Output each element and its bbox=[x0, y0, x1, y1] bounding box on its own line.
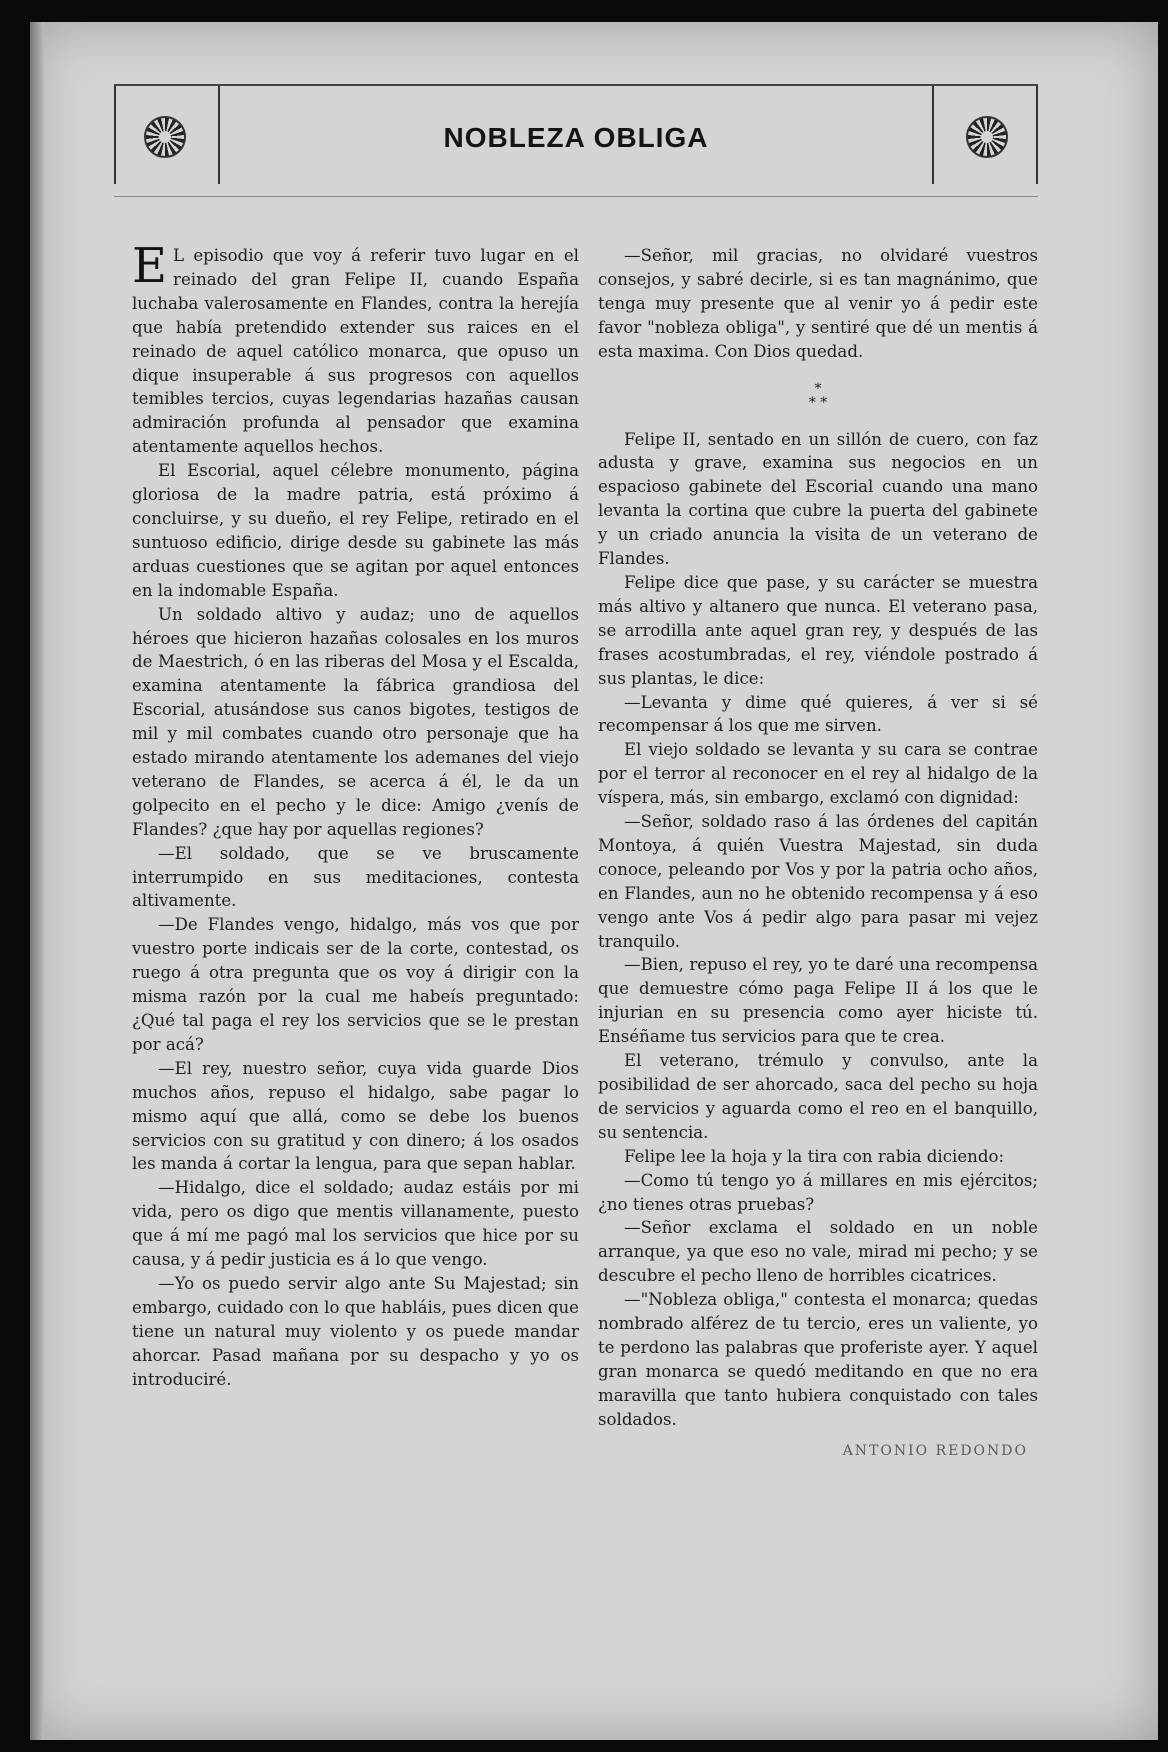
paragraph: —Como tú tengo yo á millares en mis ejércitos; ¿no tienes otras pruebas? bbox=[598, 1170, 1038, 1214]
author-signature: ANTONIO REDONDO bbox=[842, 1442, 1028, 1459]
paragraph: —De Flandes vengo, hidalgo, más vos que por vuestro porte indicais ser de la corte, contestad, os ruego á otra pregunta que os voy á dirigir con la misma razón por la cual me habeís preguntado: ¿Qué tal paga el rey los servicios que se le prestan por acá? bbox=[132, 915, 579, 1054]
drop-cap-initial: E bbox=[132, 238, 168, 294]
magazine-page bbox=[30, 22, 1158, 1740]
paragraph: —El rey, nuestro señor, cuya vida guarde Dios muchos años, repuso el hidalgo, sabe pagar lo mismo aquí que allá, como se debe los buenos servicios con su gratitud y con dinero; á los osados les manda á cortar la lengua, para que sepan hablar. bbox=[132, 1058, 579, 1174]
paragraph: —"Nobleza obliga," contesta el monarca; quedas nombrado alférez de tu tercio, eres un valiente, yo te perdono las palabras que proferiste ayer. Y aquel gran monarca se quedó meditando en que no era maravilla que tanto hubiera conquistado con tales soldados. bbox=[598, 1290, 1038, 1429]
header-rule-right-inner bbox=[932, 86, 934, 184]
rosette-ornament-icon bbox=[966, 116, 1008, 158]
paragraph: El viejo soldado se levanta y su cara se contrae por el terror al reconocer en el rey al hidalgo de la víspera, más, sin embargo, exclamó con dignidad: bbox=[598, 740, 1038, 808]
asterism-top: * bbox=[814, 380, 822, 397]
asterism-bottom: * * bbox=[808, 394, 828, 411]
article-column-right bbox=[598, 244, 1038, 1464]
header-rule-right-outer bbox=[1036, 86, 1038, 184]
paragraph: —Hidalgo, dice el soldado; audaz estáis por mi vida, pero os digo que mentis villanamente, puesto que á mí me pagó mal los servicios que hice por su causa, y á pedir justicia es á lo que vengo. bbox=[132, 1178, 579, 1270]
paragraph: Felipe lee la hoja y la tira con rabia diciendo: bbox=[624, 1146, 1005, 1166]
section-separator-asterism bbox=[598, 382, 1038, 410]
paragraph: —El soldado, que se ve bruscamente interrumpido en sus meditaciones, contesta altivamente. bbox=[132, 843, 579, 911]
paragraph: El Escorial, aquel célebre monumento, página gloriosa de la madre patria, está próximo á concluirse, y su dueño, el rey Felipe, retirado en el suntuoso edificio, dirige desde su gabinete las más arduas cuestiones que se agitan por aquel entonces en la indomable España. bbox=[132, 461, 579, 600]
paragraph: —Yo os puedo servir algo ante Su Majestad; sin embargo, cuidado con lo que habláis, pues dicen que tiene un natural muy violento y os puede mandar ahorcar. Pasad mañana por su despacho y yo os introduciré. bbox=[132, 1273, 579, 1389]
rosette-ornament-icon bbox=[144, 116, 186, 158]
paragraph: —Bien, repuso el rey, yo te daré una recompensa que demuestre cómo paga Felipe II á los que le injurian en su presencia como ayer hiciste tú. Enséñame tus servicios para que te crea. bbox=[598, 955, 1038, 1047]
paragraph: Felipe dice que pase, y su carácter se muestra más altivo y altanero que nunca. El veterano pasa, se arrodilla ante aquel gran rey, y después de las frases acostumbradas, el rey, viéndole postrado á sus plantas, le dice: bbox=[598, 572, 1038, 688]
paragraph: —Señor, soldado raso á las órdenes del capitán Montoya, á quién Vuestra Majestad, sin duda conoce, peleando por Vos y por la patria ocho años, en Flandes, aun no he obtenido recompensa y á eso vengo ante Vos á pedir algo para pasar mi vejez tranquilo. bbox=[598, 812, 1038, 951]
paragraph: —Señor, mil gracias, no olvidaré vuestros consejos, y sabré decirle, si es tan magnánimo, que tenga muy presente que al venir yo á pedir este favor "nobleza obliga", y sentiré que dé un mentis á esta maxima. Con Dios quedad. bbox=[598, 246, 1038, 361]
article-column-left bbox=[132, 238, 579, 1392]
header-rule-left-outer bbox=[114, 86, 116, 184]
page-binding-edge bbox=[30, 22, 44, 1740]
page-title: NOBLEZA OBLIGA bbox=[443, 122, 709, 153]
title-header bbox=[114, 84, 1038, 197]
opening-paragraph-text: L episodio que voy á referir tuvo lugar en el reinado del gran Felipe II, cuando España luchaba valerosamente en Flandes, contra la herejía que había pretendido extender sus raices en el reinado de aquel católico monarca, que opuso un dique insuperable á sus progresos con aquellos temibles tercios, cuyas legendarias hazañas causan admiración profunda al pensador que examina atentamente aquellos hechos. bbox=[132, 246, 579, 457]
paragraph: Un soldado altivo y audaz; uno de aquellos héroes que hicieron hazañas colosales en los muros de Maestrich, ó en las riberas del Mosa y el Escalda, examina atentamente la fábrica grandiosa del Escorial, atusándose sus canos bigotes, testigos de mil y mil combates cuando otro personaje que ha estado mirando atentamente los ademanes del viejo veterano de Flandes, se acerca á él, le da un golpecito en el pecho y le dice: Amigo ¿venís de Flandes? ¿que hay por aquellas regiones? bbox=[132, 604, 579, 839]
paragraph: Felipe II, sentado en un sillón de cuero, con faz adusta y grave, examina sus negocios en un espacioso gabinete del Escorial cuando una mano levanta la cortina que cubre la puerta del gabinete y un criado anuncia la visita de un veterano de Flandes. bbox=[598, 429, 1038, 569]
paragraph: El veterano, trémulo y convulso, ante la posibilidad de ser ahorcado, saca del pecho su hoja de servicios y aguarda como el reo en el banquillo, su sentencia. bbox=[598, 1051, 1038, 1142]
header-rule-left-inner bbox=[218, 86, 220, 184]
paragraph: —Levanta y dime qué quieres, á ver si sé recompensar á los que me sirven. bbox=[598, 692, 1038, 736]
paragraph: —Señor exclama el soldado en un noble arranque, ya que eso no vale, mirad mi pecho; y se descubre el pecho lleno de horribles cicatrices. bbox=[598, 1218, 1038, 1286]
opening-paragraph bbox=[132, 238, 579, 459]
